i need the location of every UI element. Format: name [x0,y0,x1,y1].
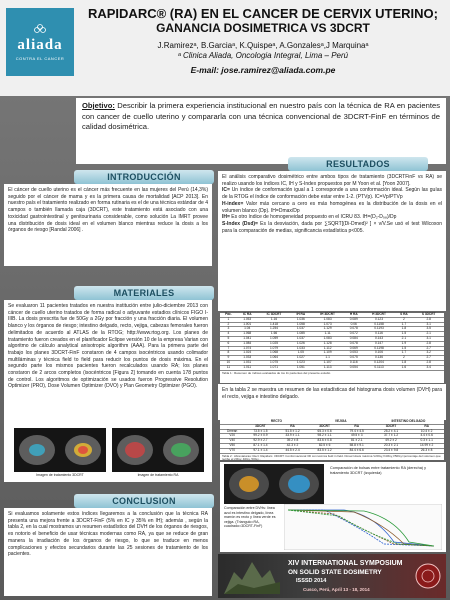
ct-scan-graphic [112,428,204,472]
table-cell: 37.7 ± 1.2 [373,434,410,439]
table-cell: 1.059 [258,336,291,341]
table-cell: 10 [220,360,237,365]
table-cell: 58.8 ± 9.1 [341,443,373,448]
banner-line1: XIV INTERNATIONAL SYMPOSIUM [288,560,403,567]
conclusion-body: Si evaluamos solamente estos índices llegaremos a la conclusión que la técnica RA presenta una mejora frente a 3DCRT-FinF (5% en IC y 35% en IH); además , según la tabla 2, en la cual mostramos un resumen estadístico del DVH de los órganos de riesgos, es notorio el beneficio de usar técnicas modernas como RA, ya que se reduce de gran manera la irradiación de los órganos de riesgo, lo que se traduce en menos complicaciones y efectos secundarios durante las 25 sesiones de tratamiento de los pacientes. [4,508,212,596]
ct-caption-3dcrt: Imagen de tratamiento 3DCRT [14,473,106,477]
table-row [220,448,444,453]
table-cell: 1.068 [258,351,291,356]
objective-text: Describir la primera experiencia institucional en nuestro país con la técnica de RA en pacientes con cancer de cuello uterino y compararla con una técnica convencional de 3DCRT-FinF en términos de calidad dosimétrica. [82,101,440,132]
sindex-text: Es la desviación, dada por ∑SQRT[(Di-Dmed)² ] × v/V.Se usó el test Wilcoxon para la comparación de medias, significancia estadística p<005. [222,220,442,234]
table-cell: 49.2 ± 2 [373,439,410,444]
ct-image-ra [112,428,204,472]
table-cell: 0.123 [364,317,395,322]
table-cell: 1.113 [311,365,344,370]
table-cell: 0.069 [344,346,364,351]
indices-table-grid [220,313,444,371]
table-cell: 33.9 ± 1.1 [276,434,308,439]
table-cell: 2.1 [413,332,444,337]
conclusion-heading: CONCLUSION [74,494,214,508]
dvh-graph-note: Comparación entre DVHs: línea azul es intestino delgado, línea marrón es recto y línea verde es vejiga. (Triangulo=RA, cuadrado=3DCRT-FinF) [224,506,276,529]
table-cell: 1.031 [237,360,258,365]
ic-text: Un índice de conformación igual a 1 corresponde a una conformación ideal. Según las guías de la RTOG el índice de conformación debe estar entre 1-2. (PTVp). IC=Vp/PTVp [222,187,442,201]
table-cell: 83.5 ± 1.2 [309,448,341,453]
table-cell: 0.1113 [364,365,395,370]
authors: J.Ramirezᵃ, B.Garciaᵃ, K.Quispeᵃ, A.Gonzalesᵃ,J Marquinaᵃ [157,41,369,50]
dvh-col-header: 3DCRT [373,424,410,429]
results-intro: El análisis comparativo dosimétrico entre ambos tipos de tratamiento (3DCRTFinF vs RA) se realizo usando los índices IC, IH y S-Index propuestos por M Yoon et al. [Yoon 2007]. [222,174,442,187]
table-cell: 51.5 ± 1.2 [276,429,308,434]
flower-logo-icon [33,23,47,35]
table-cell: 0.147 [364,341,395,346]
results-figures [220,462,446,552]
table-cell: 3.1 [413,336,444,341]
dvh-col-header: RA [409,424,444,429]
table-cell: 1.5 [394,332,413,337]
table-cell: 1.068 [237,332,258,337]
dvh-group-intestino: INTESTINO DELGADO [373,420,444,424]
hindex-text: Valor más cercano a cero es más homogénea es la distribución de la dosis en el volumen blanco (Dp). IH=Dmax/Dp [222,200,442,214]
table-cell: 82.5 ± 6 [309,443,341,448]
table-cell: 1.05 [290,351,311,356]
table-cell: 1.109 [311,351,344,356]
indices-col-header: IH RA [290,313,311,317]
table2-caption: Tabla 2 : Abreviaturas: Rect: Rapidarc. 3DCRT: Conformacional 3D con técnica field in field. Dmax=dosis máxima V20Gy,V40Gy,V50Gy=porcentaje del volumen que recibe el 20Gy, 40Gy, 50Gy... [222,453,441,462]
table-cell: 1.053 [237,317,258,322]
table-cell: 1.033 [237,356,258,361]
table-cell: 2.8 [413,360,444,365]
indices-col-header: H RA [344,313,364,317]
dvh-col-header: 3DCRT [309,424,341,429]
results-body [218,171,446,311]
machu-picchu-icon [224,558,280,594]
table-cell: 1.129 [311,327,344,332]
ih-label: IH= [222,214,230,221]
table-cell: 1.083 [311,336,344,341]
table-cell: 2.8 [413,317,444,322]
table-cell: 1.041 [237,336,258,341]
title-block [80,6,446,75]
table-cell: 0.1158 [364,322,395,327]
table-cell: 0.084 [344,336,364,341]
table-cell: 1.064 [258,356,291,361]
dvh-curves-graphic [284,504,442,550]
table-cell: 2.7 [413,346,444,351]
table-cell: 1.011 [237,365,258,370]
table-cell: 1.058 [290,322,311,327]
dvh-table-grid [220,420,444,454]
banner-line3: ISSSD 2014 [296,578,327,584]
table-cell: 1.11 [311,332,344,337]
hindex-definition [222,201,442,214]
table-cell: 1.073 [311,322,344,327]
table-cell: 1.1 [311,356,344,361]
table-cell: 1.5 [394,346,413,351]
dvh-group-recto: RECTO [244,420,308,424]
table-cell: 1.8 [394,360,413,365]
indices-col-header: Pac. [220,313,237,317]
table-cell: 1.051 [290,365,311,370]
aliada-logo [6,8,74,76]
table1-caption: Tabla 1 : Resumen de índices evaluados de los 11 pacientes del presente estudio [222,370,331,375]
table-cell: 1.7 [394,351,413,356]
table-cell: 1.024 [237,351,258,356]
table-cell: 84.4 ± 6.6 [341,448,373,453]
logo-word: aliada [17,37,63,53]
table-cell: 73.5 ± 1.5 [244,429,276,434]
objective-label: Objetivo: [82,101,115,110]
table-cell: 6 [220,341,237,346]
table-cell: 1.254 [258,327,291,332]
logo-tagline: CONTRA EL CANCER [15,56,65,61]
dose-distribution-image [224,464,324,504]
table-cell: 98.2 ± 1.1 [309,434,341,439]
table-cell: 0.1204 [364,360,395,365]
table-cell: 0.078 [344,327,364,332]
table-cell: 1.084 [237,341,258,346]
indices-col-header: S RA [394,313,413,317]
table-cell: 0.072 [344,332,364,337]
table-cell: 3.4 [413,365,444,370]
objective-box [76,98,446,164]
table-cell: 1 [220,317,237,322]
ic-label: IC= [222,187,230,194]
table-cell: 0.106 [364,351,395,356]
table-cell: 0.054 [344,365,364,370]
ct-image-3dcrt [14,428,106,472]
table-cell: 10.4 ± 2 [409,429,444,434]
table-cell: 44.5 ± 2.4 [276,448,308,453]
dose-distribution-note: Comparación de bolsas entre tratamiento RA (derecha) y tratamiento 3DCRT (izquierda) [330,466,427,475]
table-cell: 2.1 [394,336,413,341]
table-cell: 0.143 [364,336,395,341]
table-cell: 3.1 [413,322,444,327]
table-cell: 0.1198 [364,346,395,351]
table-cell: 2.8 [413,341,444,346]
table-cell: 42.3 ± 2 [276,443,308,448]
table-cell: 1.025 [258,341,291,346]
table-cell: 0.116 [344,360,364,365]
table-cell: 0.136 [364,356,395,361]
dose-distribution-graphic [224,464,324,504]
table-cell: 1.037 [290,336,311,341]
table-cell: 0.089 [344,317,364,322]
contact-email: E-mail: jose.ramirez@aliada.com.pe [190,65,336,75]
table-cell: 39.2 ± 8 [276,439,308,444]
table-cell: 20.3 ± 2.1 [373,443,410,448]
symposium-banner [218,554,446,598]
table-cell: 0.06 [344,322,364,327]
indices-col-header: H 3DCRT [364,313,395,317]
affiliation: ᵃ Clinica Aliada, Oncologia Integral, Lima – Perú [177,51,349,60]
table-cell: 0.078 [344,341,364,346]
ih-text: Es otro índice de homogeneidad propuesto en el ICRU 83. IH=(D₂-D₉₈)/Dp [229,214,397,221]
indices-col-header: IH 3DCRT [311,313,344,317]
table-cell: 87.1 ± 1.4 [244,443,276,448]
table-cell: 1.027 [290,356,311,361]
table-cell: 81 ± 2.1 [341,439,373,444]
table-cell: 79.4 ± 4.5 [341,429,373,434]
table-cell: 49.5 ± 3 [341,434,373,439]
table-cell: 1.071 [258,365,291,370]
table-cell: 26.3 ± 8 [409,448,444,453]
results-dvh-text: En la tabla 2 se muestra un resumen de las estadísticas del histograma dosis volumen (DVH) para el recto, vejiga e intestino delgado. [218,384,446,420]
table-cell: 1.079 [258,346,291,351]
indices-table [220,313,444,383]
table-cell: 1.7 [394,322,413,327]
poster-title: RAPIDARC® (RA) EN EL CANCER DE CERVIX UTERINO; [87,6,438,21]
table-cell: 1.112 [311,346,344,351]
indices-table-body [220,317,444,370]
table-cell: 92.9 ± 2.7 [244,439,276,444]
table-cell: 1.083 [311,317,344,322]
table-cell: 83.6 ± 0.8 [309,439,341,444]
table-cell: 1.8 [394,327,413,332]
table-cell: 1.037 [290,327,311,332]
dvh-table [220,420,444,460]
table-cell: 0.1193 [364,327,395,332]
table-cell: 1.033 [290,346,311,351]
banner-line2: ON SOLID STATE DOSIMETRY [288,569,382,576]
table-cell: 2 [220,322,237,327]
table-cell: 1.66 [258,332,291,337]
table-cell: 3.2 [413,351,444,356]
table-cell: 1.04 [237,327,258,332]
table-cell: 3.5 [413,327,444,332]
results-heading: RESULTADOS [288,157,428,171]
table-cell: V40 [220,439,244,444]
dvh-col-header: RA [341,424,373,429]
intro-heading: INTRODUCCIÓN [74,170,214,184]
table-cell: 1.16 [258,317,291,322]
sindex-definition [222,221,442,234]
table-cell: 0.116 [364,332,395,337]
table-cell: 1.9 [394,341,413,346]
ct-scan-graphic [14,428,106,472]
isssd-seal-icon [414,562,442,590]
table-cell: 1.418 [258,322,291,327]
table-cell: 8 [220,351,237,356]
materials-heading: MATERIALES [74,286,214,300]
dvh-table-body [220,429,444,453]
table-cell: 65.3 ± 0.6 [309,429,341,434]
table-cell: 1.023 [290,360,311,365]
table-cell: 14.99 ± 2 [409,443,444,448]
table-row [220,365,444,370]
table-cell: 1.6 [394,365,413,370]
ic-definition [222,187,442,200]
table-cell: 4.4 ± 0.6 [409,434,444,439]
table-cell: 11 [220,365,237,370]
table-cell: V70 [220,448,244,453]
table-cell: 97.1 ± 1.4 [244,448,276,453]
table-cell: 0.053 [344,351,364,356]
table-cell: 3 [220,327,237,332]
dvh-group-vejiga: VEJIGA [309,420,373,424]
poster-subtitle: GANANCIA DOSIMETRICA VS 3DCRT [156,21,370,35]
table-cell: 9 [220,356,237,361]
table-cell: 99.2 ± 0.9 [244,434,276,439]
table-cell: 4 [220,332,237,337]
indices-col-header: S 3DCRT [413,313,444,317]
table-cell: 23.4 ± 9.8 [373,448,410,453]
table-cell: 1.107 [311,360,344,365]
sindex-label: S-Index (Dsd)= [222,220,258,227]
table-cell: 5 [220,336,237,341]
hindex-label: H-index= [222,200,244,207]
poster-header [0,0,450,96]
table-cell: 2 [394,356,413,361]
table-cell: 1.036 [290,317,311,322]
intro-body: El cáncer de cuello uterino es el cáncer más frecuente en las mujeres del Perú (14,3%) seguido por el cáncer de mama y es la primera causa de mortalidad [ACP 2013]. En nuestro país el tratamiento realizado en forma rutinaria es el de una técnica estándar de 4 campos o también llamada caja (3DCRT), este tratamiento está asociado con una toxicidad gastrointestinal y genitourinaria considerable, como solución La IMRT provee una distribución de dosis ideal en el volumen blanco mientras reduce la dosis a los órganos de riesgo [Randal 2006] . [4,184,212,266]
table-cell: 25.2 ± 4.1 [373,429,410,434]
table-cell: 1.085 [290,332,311,337]
materials-text: Se evaluaron 11 pacientes tratados en nuestra institución entre julio-diciembre 2013 con cáncer de cuello uterino tratados de forma radical o adyuvante estadios clínicos FIGO I-IIIB. La dosis prescrita fue de 50Gy a 2Gy por fracción y una fracción diaria. El volumen blanco y los órganos de riesgo; intestino delgado, recto, vejiga, cabezas femorales fueron delimitados de acuerdo al ATLAS de la RTOG; http://www.rtog.org. Los planes de tratamiento fueron creados en el planificador Eclipse versión 10 de la empresa Varian con algoritmo de cálculo analytical anisotropic algorithm (AAA). Para la primera parte del trabajo los planes 3DCRT-FinF constaron de 4 campos isocéntricos usando colimador multiláminas y técnica field to field para reducir los puntos de dosis máxima. En el segundo parte los mismos pacientes fueron recalculados usando RA; los planes constaron de 2 arcos completos (isocéntricos [Figura 2] tomando en cuenta 178 puntos de control. Los algoritmos de optimización se usados fueron Progressive Resolution Optimizer (PRO), Dose Volumen Optimizer (DVO) y Plan Geometry Optimizer (PGO). [8,303,208,390]
table-cell: 1.001 [237,322,258,327]
table-cell: 0.3 ± 1.1 [409,439,444,444]
table-cell: 2 [394,317,413,322]
indices-col-header: IC RA [237,313,258,317]
table-cell: 1.074 [237,346,258,351]
dvh-col-header: 3DCRT [244,424,276,429]
ih-definition [222,214,442,221]
table-cell: 2.7 [413,356,444,361]
table-cell: V50 [220,443,244,448]
table-cell: Dmean [220,429,244,434]
dvh-col-header: RA [276,424,308,429]
table-cell: V20 [220,434,244,439]
ct-caption-ra: Imagen de tratamiento RA [112,473,204,477]
banner-line4: Cusco, Perú, April 13 - 18, 2014 [303,587,370,592]
table-cell: 0.075 [344,356,364,361]
table-cell: 1.026 [290,341,311,346]
table-cell: 7 [220,346,237,351]
table-cell: 1.075 [258,360,291,365]
table-cell: 1.128 [311,341,344,346]
indices-col-header: IC 3DCRT [258,313,291,317]
